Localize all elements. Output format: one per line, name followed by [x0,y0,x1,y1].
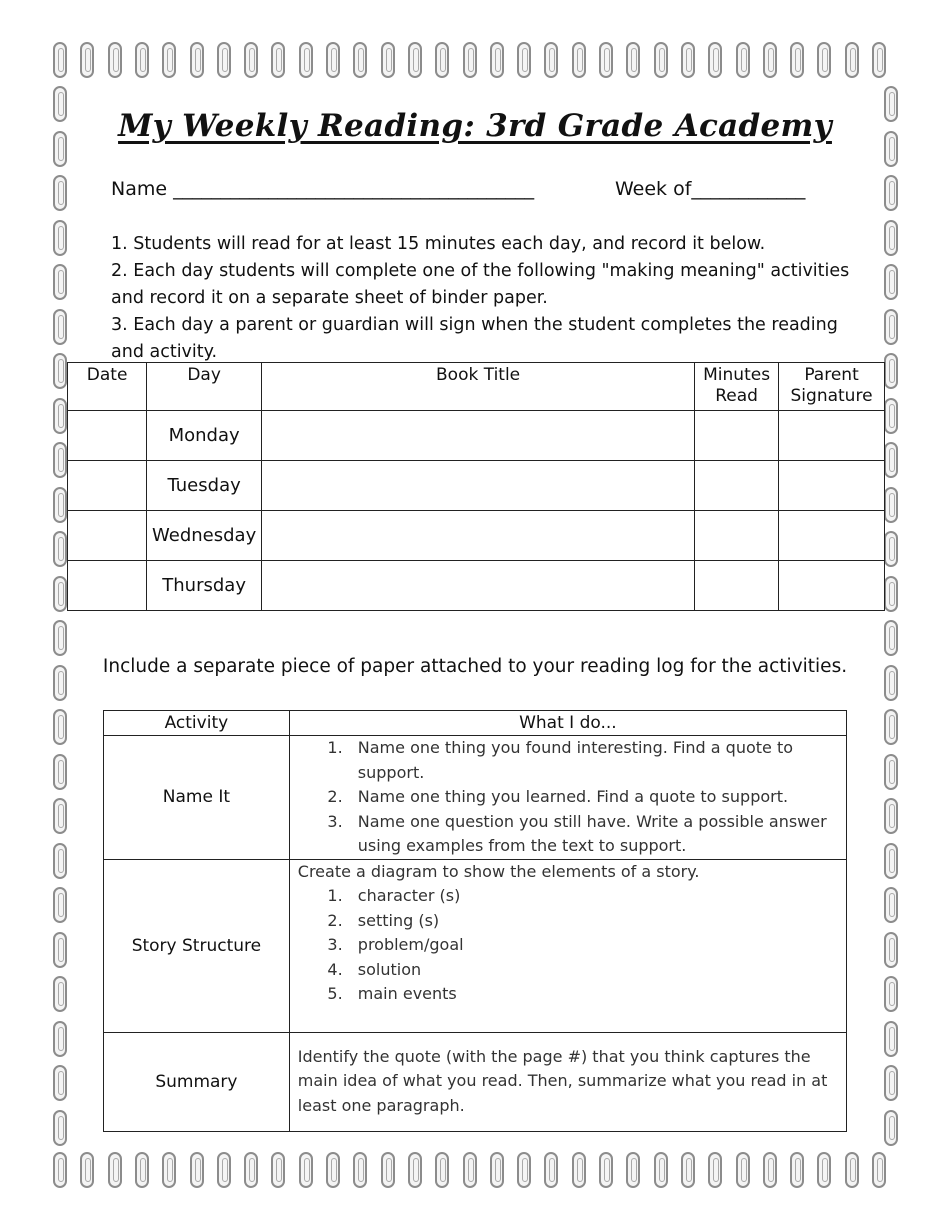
signature-cell[interactable] [779,561,885,611]
paperclip-icon [244,42,258,78]
instruction-1: 1. Students will read for at least 15 minutes each day, and record it below. [111,234,766,254]
list-item: 2. Name one thing you learned. Find a quote to support. [348,785,846,810]
column-header-date: Date [68,363,147,411]
book-title-cell[interactable] [262,461,695,511]
week-of-field[interactable]: Week of____________ [615,178,806,200]
date-cell[interactable] [68,511,147,561]
activity-description: Identify the quote (with the page #) that you think captures the main idea of what you read. Then, summarize what you read in at least one paragraph. [289,1032,846,1131]
activities-table [103,710,847,1132]
paperclip-icon [190,1152,204,1188]
paperclip-icon [884,709,898,745]
column-header-activity: Activity [104,711,290,736]
paperclip-icon [217,1152,231,1188]
paperclip-icon [790,42,804,78]
column-header-minutes-read: Minutes Read [695,363,779,411]
paperclip-icon [763,42,777,78]
table-row [104,859,847,1032]
paperclip-icon [490,1152,504,1188]
paperclip-icon [53,1021,67,1057]
paperclip-icon [884,1110,898,1146]
day-cell: Monday [147,411,262,461]
paperclip-icon [326,42,340,78]
paperclip-icon [817,1152,831,1188]
list-item: 1. character (s) [348,884,846,909]
signature-cell[interactable] [779,411,885,461]
list-item: 3. problem/goal [348,933,846,958]
paperclip-icon [845,1152,859,1188]
paperclip-icon [53,398,67,434]
paperclip-icon [626,1152,640,1188]
table-row [104,1032,847,1131]
day-cell: Thursday [147,561,262,611]
paperclip-icon [53,887,67,923]
column-header-what-i-do: What I do... [289,711,846,736]
table-row [68,461,885,511]
paperclip-icon [872,1152,886,1188]
paperclip-icon [135,1152,149,1188]
paperclip-icon [884,887,898,923]
paperclip-icon [53,709,67,745]
activity-name: Name It [104,736,290,860]
table-row [68,561,885,611]
paperclip-icon [108,1152,122,1188]
paperclip-icon [53,42,67,78]
list-item: 1. Name one thing you found interesting. Find a quote to support. [348,736,846,785]
paperclip-icon [681,1152,695,1188]
paperclip-icon [490,42,504,78]
paperclip-icon [381,42,395,78]
paperclip-icon [599,42,613,78]
paperclip-icon [681,42,695,78]
activity-name: Summary [104,1032,290,1131]
paperclip-icon [381,1152,395,1188]
table-header-row [104,711,847,736]
paperclip-icon [884,264,898,300]
paperclip-icon [53,1152,67,1188]
paperclip-icon [708,1152,722,1188]
paperclip-icon [162,1152,176,1188]
paperclip-icon [626,42,640,78]
paperclip-icon [884,309,898,345]
paperclip-icon [299,42,313,78]
paperclip-icon [884,1065,898,1101]
column-header-day: Day [147,363,262,411]
paperclip-icon [463,42,477,78]
paperclip-icon [884,442,898,478]
paperclip-icon [763,1152,777,1188]
activities-note: Include a separate piece of paper attached to your reading log for the activities. [102,656,848,677]
paperclip-icon [654,1152,668,1188]
paperclip-icon [884,220,898,256]
paperclip-icon [53,487,67,523]
instruction-3: 3. Each day a parent or guardian will sign when the student completes the reading and activity. [111,315,838,362]
story-structure-list [290,884,846,1007]
paperclip-icon [53,531,67,567]
story-structure-lead: Create a diagram to show the elements of a story. [297,861,700,881]
day-cell: Wednesday [147,511,262,561]
book-title-cell[interactable] [262,561,695,611]
paperclip-icon [544,42,558,78]
table-header-row [68,363,885,411]
name-field[interactable]: Name ______________________________________ [111,178,535,200]
table-row [104,736,847,860]
paperclip-icon [53,932,67,968]
signature-cell[interactable] [779,461,885,511]
date-cell[interactable] [68,411,147,461]
paperclip-icon [53,220,67,256]
paperclip-icon [108,42,122,78]
paperclip-icon [162,42,176,78]
list-item: 3. Name one question you still have. Write a possible answer using examples from the text to support. [348,810,846,859]
table-row [68,411,885,461]
paperclip-icon [53,576,67,612]
date-cell[interactable] [68,461,147,511]
paperclip-icon [817,42,831,78]
paperclip-icon [884,398,898,434]
paperclip-icon [572,42,586,78]
paperclip-icon [790,1152,804,1188]
paperclip-icon [884,932,898,968]
paperclip-icon [884,175,898,211]
paperclip-icon [217,42,231,78]
paperclip-icon [517,1152,531,1188]
paperclip-icon [271,1152,285,1188]
paperclip-icon [544,1152,558,1188]
paperclip-icon [435,1152,449,1188]
activity-description [289,859,846,1032]
paperclip-icon [884,976,898,1012]
activity-name: Story Structure [104,859,290,1032]
paperclip-icon [80,1152,94,1188]
paperclip-icon [53,175,67,211]
paperclip-icon [190,42,204,78]
paperclip-icon [353,1152,367,1188]
paperclip-icon [517,42,531,78]
paperclip-icon [53,754,67,790]
list-item: 2. setting (s) [348,909,846,934]
paperclip-icon [572,1152,586,1188]
minutes-cell[interactable] [695,561,779,611]
paperclip-icon [736,42,750,78]
paperclip-icon [80,42,94,78]
paperclip-icon [353,42,367,78]
paperclip-icon [53,843,67,879]
paperclip-icon [884,531,898,567]
minutes-cell[interactable] [695,411,779,461]
paperclip-icon [299,1152,313,1188]
paperclip-icon [53,264,67,300]
column-header-parent-signature: Parent Signature [779,363,885,411]
paperclip-icon [408,42,422,78]
paperclip-icon [708,42,722,78]
paperclip-icon [884,487,898,523]
paperclip-icon [736,1152,750,1188]
paperclip-icon [53,353,67,389]
paperclip-icon [271,42,285,78]
name-it-list [290,736,846,859]
paperclip-icon [845,42,859,78]
book-title-cell[interactable] [262,511,695,561]
paperclip-icon [53,1110,67,1146]
paperclip-icon [884,843,898,879]
paperclip-icon [53,1065,67,1101]
paperclip-icon [884,1021,898,1057]
instruction-2: 2. Each day students will complete one of the following "making meaning" activities and record it on a separate sheet of binder paper. [111,261,850,308]
page-title: My Weekly Reading: 3rd Grade Academy [118,108,832,144]
paperclip-icon [135,42,149,78]
paperclip-icon [408,1152,422,1188]
day-cell: Tuesday [147,461,262,511]
book-title-cell[interactable] [262,411,695,461]
paperclip-icon [599,1152,613,1188]
paperclip-icon [435,42,449,78]
instructions [111,231,851,366]
paperclip-icon [884,620,898,656]
list-item: 4. solution [348,958,846,983]
table-row [68,511,885,561]
paperclip-icon [884,754,898,790]
column-header-book-title: Book Title [262,363,695,411]
minutes-cell[interactable] [695,511,779,561]
paperclip-icon [53,442,67,478]
reading-log-table [67,362,885,611]
paperclip-icon [463,1152,477,1188]
paperclip-icon [872,42,886,78]
date-cell[interactable] [68,561,147,611]
paperclip-icon [53,976,67,1012]
minutes-cell[interactable] [695,461,779,511]
paperclip-icon [884,576,898,612]
list-item: 5. main events [348,982,846,1007]
paperclip-icon [244,1152,258,1188]
paperclip-icon [53,620,67,656]
paperclip-icon [53,798,67,834]
paperclip-icon [53,309,67,345]
activity-description [289,736,846,860]
signature-cell[interactable] [779,511,885,561]
paperclip-icon [654,42,668,78]
paperclip-icon [884,798,898,834]
paperclip-icon [326,1152,340,1188]
paperclip-icon [884,353,898,389]
